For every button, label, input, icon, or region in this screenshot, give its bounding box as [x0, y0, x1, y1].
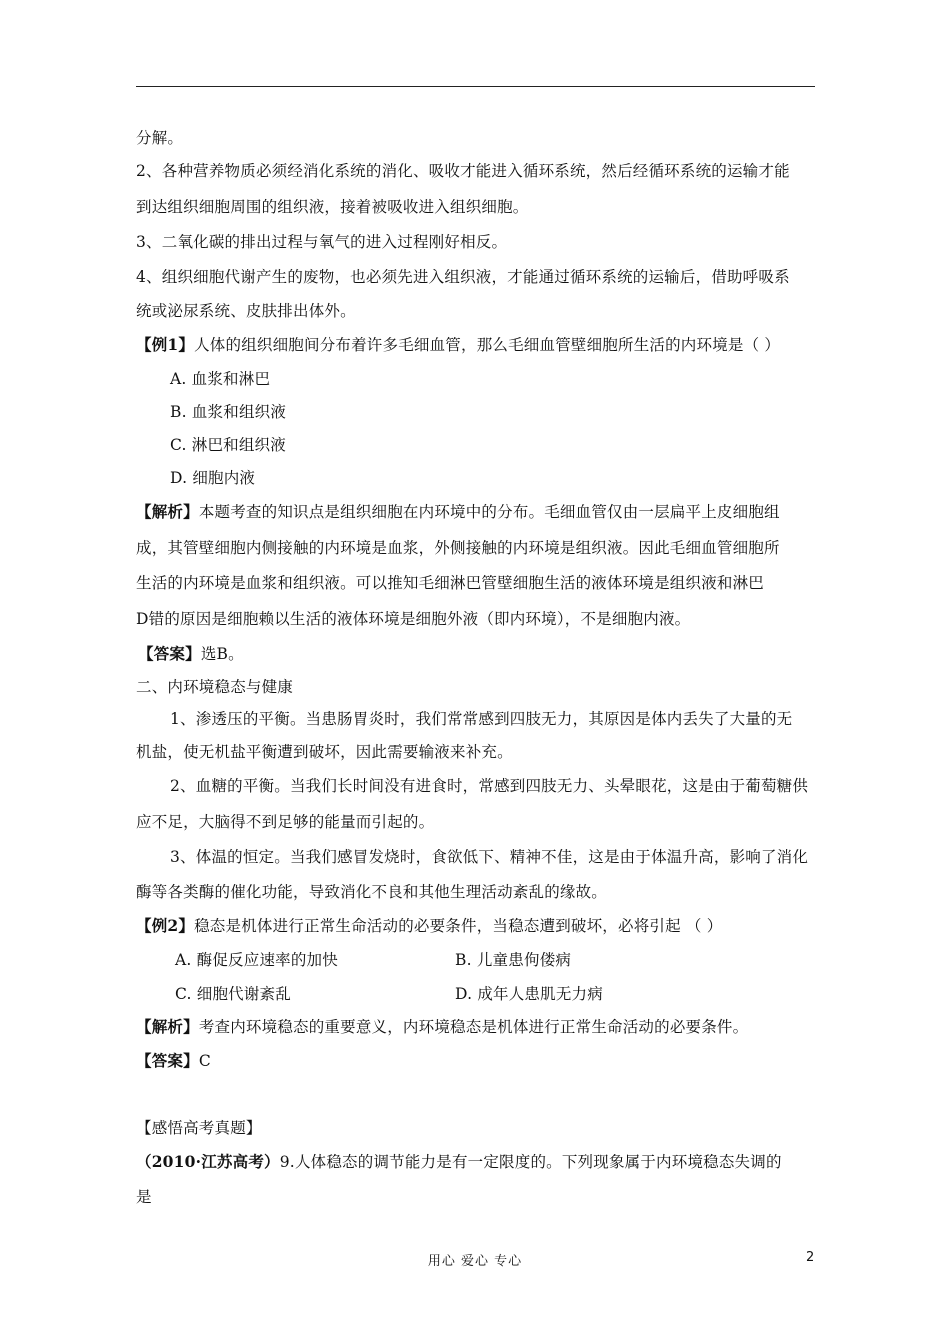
text-line: 2、血糖的平衡。当我们长时间没有进食时，常感到四肢无力、头晕眼花，这是由于葡萄糖供 [170, 777, 809, 795]
text-line: 应不足，大脑得不到足够的能量而引起的。 [136, 813, 435, 831]
gaokao-question-text: 9.人体稳态的调节能力是有一定限度的。下列现象属于内环境稳态失调的 [279, 1153, 782, 1171]
gaokao-heading: 【感悟高考真题】 [136, 1119, 262, 1137]
example1-option-d: D. 细胞内液 [170, 469, 256, 487]
gaokao-question [136, 1152, 782, 1172]
gaokao-source: （2010·江苏高考） [136, 1152, 280, 1171]
example1-option-a: A. 血浆和淋巴 [170, 370, 271, 388]
text-line: D错的原因是细胞赖以生活的液体环境是细胞外液（即内环境），不是细胞内液。 [136, 610, 691, 628]
example2-option-d: D. 成年人患肌无力病 [455, 985, 603, 1003]
text-line: 分解。 [136, 129, 184, 147]
example1-question-text: 人体的组织细胞间分布着许多毛细血管，那么毛细血管壁细胞所生活的内环境是（ ） [194, 336, 781, 354]
text-line: 酶等各类酶的催化功能，导致消化不良和其他生理活动紊乱的缘故。 [136, 883, 608, 901]
example2-answer [136, 1051, 211, 1071]
text-line: 统或泌尿系统、皮肤排出体外。 [136, 302, 356, 320]
page-number: 2 [806, 1250, 815, 1265]
footer-slogan: 用心 爱心 专心 [427, 1254, 523, 1269]
example2-option-b: B. 儿童患佝偻病 [455, 951, 572, 969]
example2-question [136, 916, 722, 936]
example1-analysis [136, 502, 780, 522]
text-line: 机盐，使无机盐平衡遭到破坏，因此需要输液来补充。 [136, 743, 513, 761]
text-line: 是 [136, 1188, 152, 1206]
answer-text: 选B。 [200, 645, 244, 663]
example2-option-a: A. 酶促反应速率的加快 [175, 951, 338, 969]
example2-option-c: C. 细胞代谢紊乱 [175, 985, 291, 1003]
text-line: 4、组织细胞代谢产生的废物，也必须先进入组织液，才能通过循环系统的运输后，借助呼吸系 [136, 268, 790, 286]
text-line: 成，其管壁细胞内侧接触的内环境是血浆，外侧接触的内环境是组织液。因此毛细血管细胞所 [136, 539, 780, 557]
answer-text: C [198, 1052, 211, 1070]
section-heading: 二、内环境稳态与健康 [136, 678, 294, 696]
text-line: 1、渗透压的平衡。当患肠胃炎时，我们常常感到四肢无力，其原因是体内丢失了大量的无 [170, 710, 793, 728]
analysis-text: 考查内环境稳态的重要意义，内环境稳态是机体进行正常生命活动的必要条件。 [198, 1018, 749, 1036]
example1-question [136, 335, 780, 355]
example2-question-text: 稳态是机体进行正常生命活动的必要条件，当稳态遭到破坏，必将引起 （ ） [194, 917, 723, 935]
answer-tag: 【答案】 [136, 1051, 199, 1070]
header-rule [136, 86, 815, 87]
text-line: 3、体温的恒定。当我们感冒发烧时，食欲低下、精神不佳，这是由于体温升高，影响了消化 [170, 848, 809, 866]
text-line: 生活的内环境是血浆和组织液。可以推知毛细淋巴管壁细胞生活的液体环境是组织液和淋巴 [136, 574, 765, 592]
example1-tag: 【例1】 [136, 335, 195, 354]
example2-analysis [136, 1017, 748, 1037]
analysis-tag: 【解析】 [136, 502, 199, 521]
example1-answer [138, 644, 244, 664]
analysis-text: 本题考查的知识点是组织细胞在内环境中的分布。毛细血管仅由一层扁平上皮细胞组 [198, 503, 780, 521]
example1-option-b: B. 血浆和组织液 [170, 403, 287, 421]
analysis-tag: 【解析】 [136, 1017, 199, 1036]
answer-tag: 【答案】 [138, 644, 201, 663]
example1-option-c: C. 淋巴和组织液 [170, 436, 286, 454]
text-line: 3、二氧化碳的排出过程与氧气的进入过程刚好相反。 [136, 233, 508, 251]
text-line: 到达组织细胞周围的组织液，接着被吸收进入组织细胞。 [136, 198, 529, 216]
example2-tag: 【例2】 [136, 916, 195, 935]
text-line: 2、各种营养物质必须经消化系统的消化、吸收才能进入循环系统，然后经循环系统的运输才能 [136, 162, 790, 180]
